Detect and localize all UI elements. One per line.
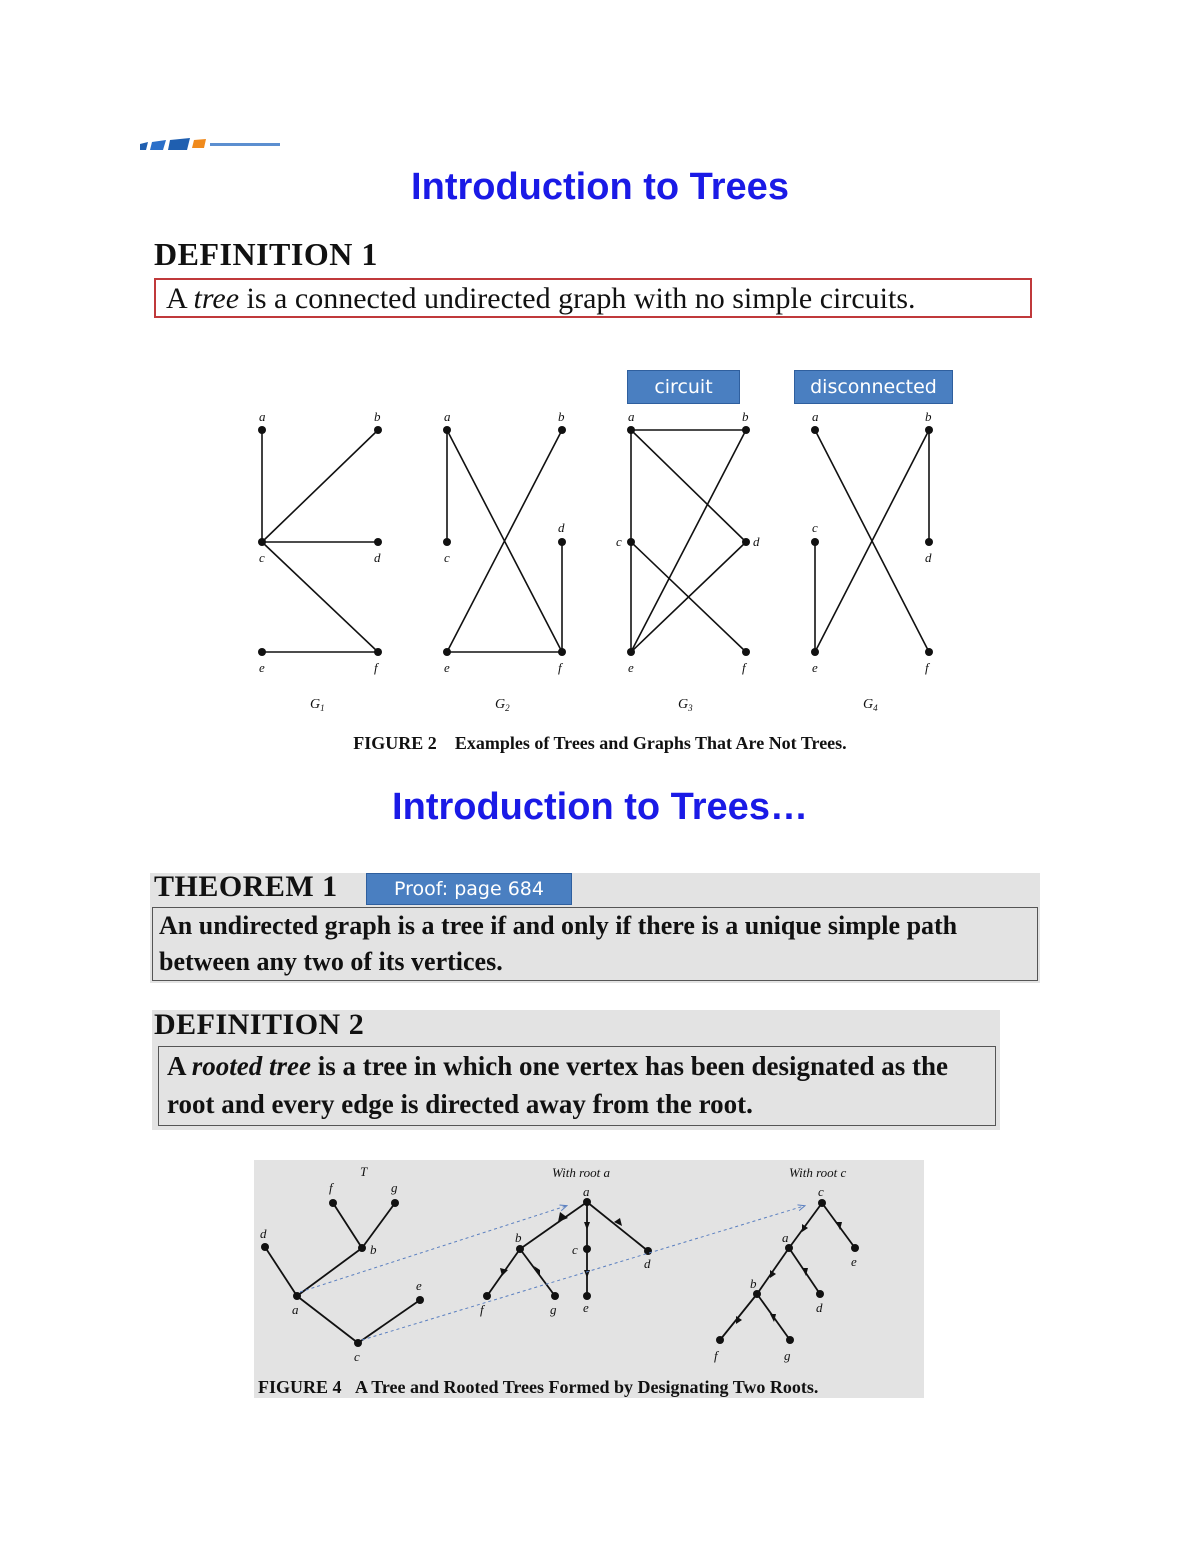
ra-label-f: f [480,1302,484,1317]
tree-t-label: T [360,1164,368,1179]
g3-label-d: d [753,534,760,549]
rc-label-e: e [851,1254,857,1269]
graph-g2 [447,430,562,652]
t-label-g: g [391,1180,398,1195]
ra-label-c: c [572,1242,578,1257]
definition-2-text-pre: A [167,1051,192,1081]
tree-root-a [487,1202,648,1296]
root-c-label: With root c [789,1165,847,1180]
graph-g1 [262,430,378,652]
rc-label-g: g [784,1348,791,1363]
g4-label-c: c [812,520,818,535]
graph-name-g4: $G_4$ [863,697,878,713]
theorem-1-box: An undirected graph is a tree if and only if there is a unique simple path between any two of its vertices. [152,907,1038,981]
g2-label-d: d [558,520,565,535]
g2-label-e: e [444,660,450,675]
t-label-b: b [370,1242,377,1257]
figure-4-number: FIGURE 4 [258,1377,342,1397]
t-label-e: e [416,1278,422,1293]
graph-g4 [815,430,929,652]
g3-label-f: f [742,660,746,675]
t-label-a: a [292,1302,299,1317]
ra-label-g: g [550,1302,557,1317]
g1-label-d: d [374,550,381,565]
figure-4-trees [254,1160,924,1375]
definition-2-box [158,1046,996,1126]
ra-label-e: e [583,1300,589,1315]
circuit-tag: circuit [627,370,740,404]
definition-2-text-post: is a tree in which one vertex has been designated as the root and every edge is directed away from the root. [167,1051,948,1119]
definition-1-text-post: is a connected undirected graph with no simple circuits. [239,282,916,315]
rc-label-b: b [750,1276,757,1291]
g2-label-b: b [558,409,565,424]
figure-2-text: Examples of Trees and Graphs That Are Not Trees. [454,733,847,753]
section-title: Introduction to Trees… [392,786,808,828]
g1-label-b: b [374,409,381,424]
definition-1-heading: DEFINITION 1 [154,236,378,272]
g1-label-f: f [374,660,378,675]
figure-4-text: A Tree and Rooted Trees Formed by Designating Two Roots. [355,1377,819,1397]
rc-label-a: a [782,1230,789,1245]
t-label-c: c [354,1349,360,1364]
g4-label-e: e [812,660,818,675]
g4-label-b: b [925,409,932,424]
g3-label-b: b [742,409,749,424]
theorem-1-heading: THEOREM 1 [154,870,338,903]
graph-name-g2: $G_2$ [495,697,510,713]
g4-label-f: f [925,660,929,675]
definition-1-term: tree [193,282,240,315]
ra-label-d: d [644,1256,651,1271]
g1-label-c: c [259,550,265,565]
t-label-f: f [329,1180,333,1195]
graph-name-g3: $G_3$ [678,697,693,713]
definition-1-box [154,278,1032,318]
ra-label-a: a [583,1184,590,1199]
g4-label-a: a [812,409,819,424]
graph-name-g1: $G_1$ [310,697,325,713]
proof-tag: Proof: page 684 [366,873,572,905]
definition-2-term: rooted tree [191,1051,311,1081]
page-title: Introduction to Trees [411,166,789,208]
definition-2-heading: DEFINITION 2 [154,1008,365,1041]
figure-2-caption [0,733,1200,754]
tree-t [265,1203,420,1343]
g1-label-a: a [259,409,266,424]
rc-label-d: d [816,1300,823,1315]
g2-label-c: c [444,550,450,565]
g1-label-e: e [259,660,265,675]
rc-label-f: f [714,1348,718,1363]
g4-label-d: d [925,550,932,565]
figure-4-caption [258,1377,818,1398]
g3-label-a: a [628,409,635,424]
disconnected-tag: disconnected [794,370,953,404]
graph-g3 [631,430,746,652]
g2-label-f: f [558,660,562,675]
g2-label-a: a [444,409,451,424]
university-logo [140,136,280,154]
t-label-d: d [260,1226,267,1241]
g3-label-c: c [616,534,622,549]
figure-2-graphs [0,400,1200,720]
definition-1-text-pre: A [166,282,194,315]
g3-label-e: e [628,660,634,675]
rc-label-c: c [818,1184,824,1199]
figure-2-number: FIGURE 2 [353,733,437,753]
root-a-label: With root a [552,1165,611,1180]
ra-label-b: b [515,1230,522,1245]
